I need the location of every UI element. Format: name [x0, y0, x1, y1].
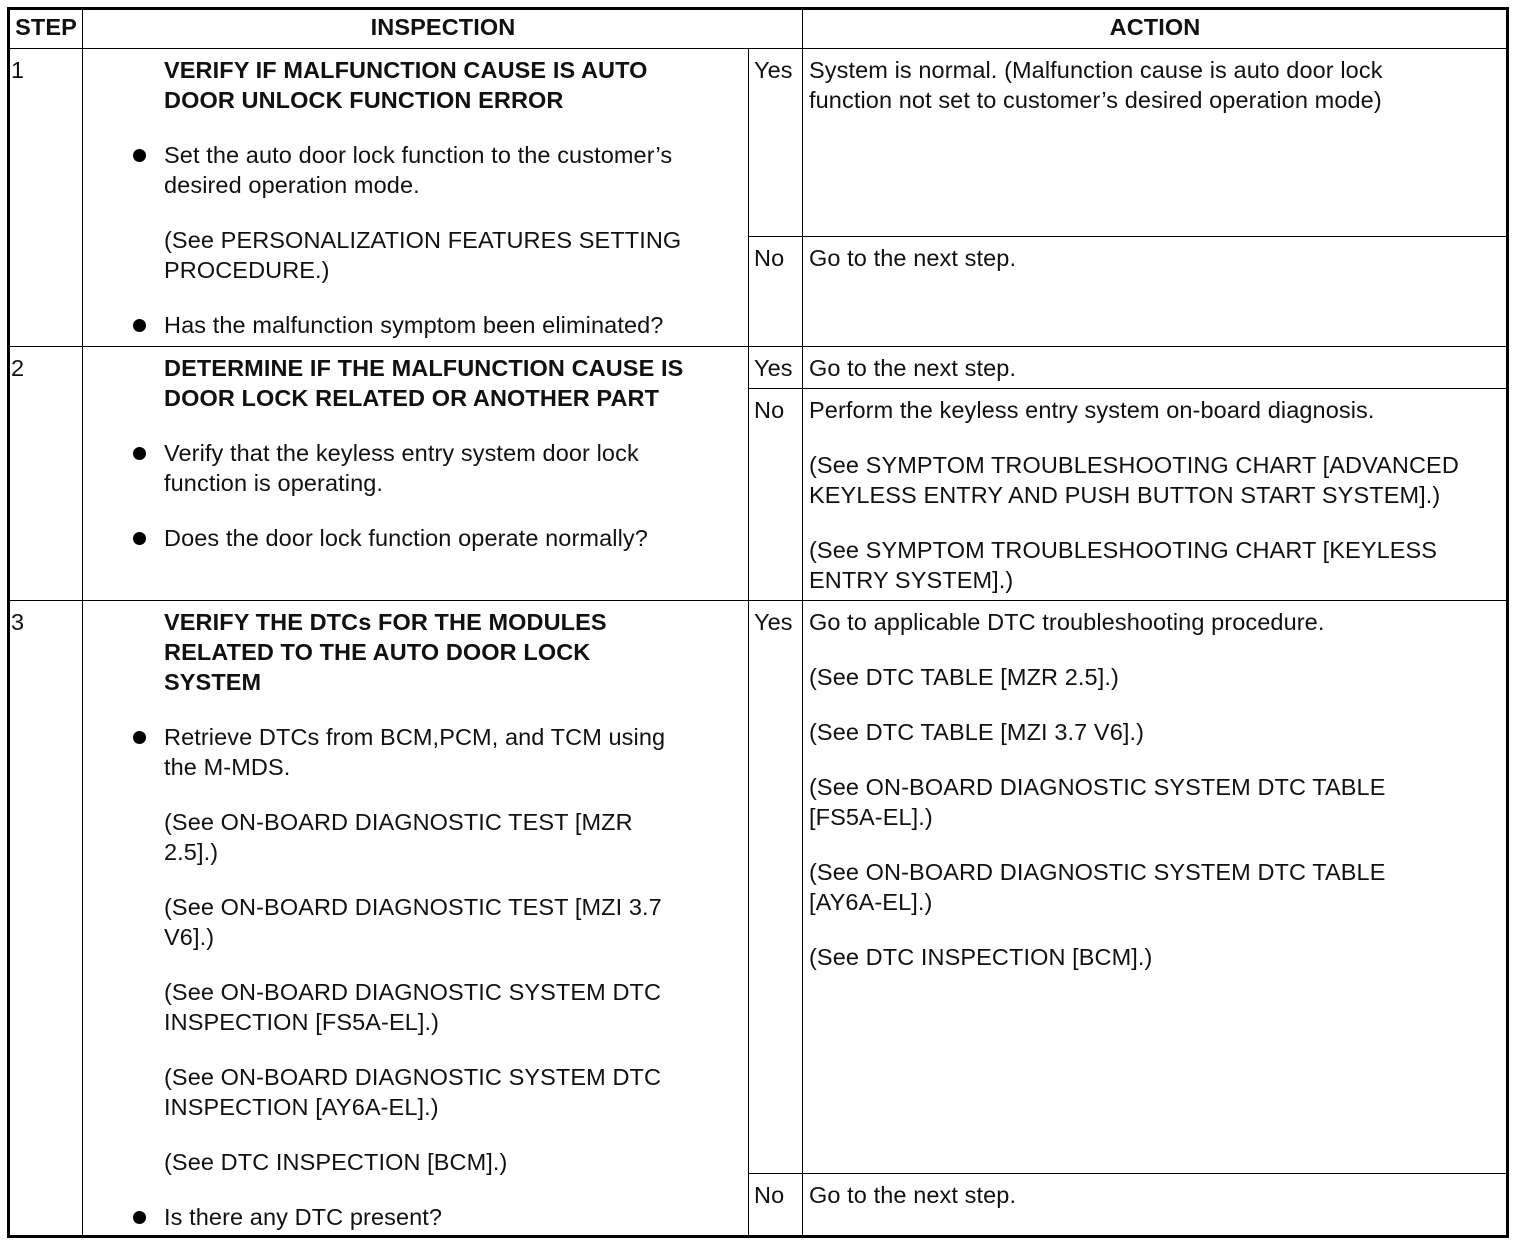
inspection-text: PROCEDURE.)	[164, 257, 330, 283]
inspection-text: Has the malfunction symptom been eliminated?	[164, 312, 664, 338]
action-text: function not set to customer’s desired operation mode)	[809, 87, 1382, 113]
bullet-icon	[133, 1211, 146, 1224]
bullet-icon	[133, 149, 146, 162]
answer-divider	[748, 236, 1506, 237]
row-divider	[7, 346, 1506, 347]
action-text: (See DTC TABLE [MZR 2.5].)	[809, 664, 1119, 690]
inspection-title: VERIFY IF MALFUNCTION CAUSE IS AUTO	[164, 57, 648, 83]
answer-divider	[748, 1173, 1506, 1174]
inspection-text: INSPECTION [AY6A-EL].)	[164, 1094, 439, 1120]
action-text: (See SYMPTOM TROUBLESHOOTING CHART [KEYLESS	[809, 537, 1438, 563]
answer-divider	[748, 388, 1506, 389]
table-border-bottom	[7, 1235, 1509, 1238]
step-number: 3	[11, 609, 25, 635]
action-text: KEYLESS ENTRY AND PUSH BUTTON START SYSTEM].)	[809, 482, 1441, 508]
header-inspection: INSPECTION	[370, 14, 516, 40]
bullet-icon	[133, 532, 146, 545]
inspection-text: the M-MDS.	[164, 754, 291, 780]
inspection-text: Retrieve DTCs from BCM,PCM, and TCM using	[164, 724, 666, 750]
step-number: 2	[11, 355, 25, 381]
inspection-text: Verify that the keyless entry system door lock	[164, 440, 639, 466]
inspection-text: V6].)	[164, 924, 215, 950]
inspection-text: (See ON-BOARD DIAGNOSTIC TEST [MZR	[164, 809, 633, 835]
column-divider-answer	[748, 48, 749, 1237]
row-divider	[7, 600, 1506, 601]
bullet-icon	[133, 447, 146, 460]
table-border-right	[1506, 7, 1509, 1237]
inspection-text: (See ON-BOARD DIAGNOSTIC SYSTEM DTC	[164, 1064, 662, 1090]
action-text: System is normal. (Malfunction cause is auto door lock	[809, 57, 1383, 83]
inspection-text: Does the door lock function operate normally?	[164, 525, 648, 551]
answer-label: No	[754, 1182, 785, 1208]
answer-label: Yes	[754, 57, 793, 83]
inspection-text: Is there any DTC present?	[164, 1204, 443, 1230]
step-number: 1	[11, 57, 25, 83]
inspection-title: SYSTEM	[164, 669, 262, 695]
table-border-left	[7, 7, 10, 1237]
action-text: Perform the keyless entry system on-board diagnosis.	[809, 397, 1375, 423]
inspection-title: RELATED TO THE AUTO DOOR LOCK	[164, 639, 591, 665]
header-step: STEP	[15, 14, 77, 40]
header-divider	[7, 48, 1506, 49]
column-divider-action	[802, 7, 803, 1237]
action-text: [AY6A-EL].)	[809, 889, 933, 915]
table-border-top	[7, 7, 1509, 10]
header-action: ACTION	[1109, 14, 1201, 40]
action-text: ENTRY SYSTEM].)	[809, 567, 1014, 593]
action-text: (See ON-BOARD DIAGNOSTIC SYSTEM DTC TABLE	[809, 774, 1386, 800]
answer-label: No	[754, 245, 785, 271]
action-text: Go to the next step.	[809, 245, 1017, 271]
action-text: (See ON-BOARD DIAGNOSTIC SYSTEM DTC TABLE	[809, 859, 1386, 885]
inspection-text: 2.5].)	[164, 839, 219, 865]
inspection-title: DOOR LOCK RELATED OR ANOTHER PART	[164, 385, 660, 411]
inspection-title: DOOR UNLOCK FUNCTION ERROR	[164, 87, 564, 113]
bullet-icon	[133, 319, 146, 332]
inspection-title: VERIFY THE DTCs FOR THE MODULES	[164, 609, 607, 635]
inspection-text: (See ON-BOARD DIAGNOSTIC TEST [MZI 3.7	[164, 894, 662, 920]
answer-label: Yes	[754, 355, 793, 381]
inspection-text: desired operation mode.	[164, 172, 420, 198]
answer-label: No	[754, 397, 785, 423]
action-text: (See SYMPTOM TROUBLESHOOTING CHART [ADVANCED	[809, 452, 1459, 478]
inspection-text: function is operating.	[164, 470, 384, 496]
action-text: Go to the next step.	[809, 1182, 1017, 1208]
inspection-text: Set the auto door lock function to the customer’s	[164, 142, 673, 168]
action-text: (See DTC INSPECTION [BCM].)	[809, 944, 1153, 970]
column-divider-step	[82, 7, 83, 1237]
inspection-text: (See DTC INSPECTION [BCM].)	[164, 1149, 508, 1175]
inspection-text: INSPECTION [FS5A-EL].)	[164, 1009, 440, 1035]
answer-label: Yes	[754, 609, 793, 635]
action-text: Go to the next step.	[809, 355, 1017, 381]
inspection-text: (See PERSONALIZATION FEATURES SETTING	[164, 227, 682, 253]
bullet-icon	[133, 731, 146, 744]
inspection-title: DETERMINE IF THE MALFUNCTION CAUSE IS	[164, 355, 684, 381]
action-text: Go to applicable DTC troubleshooting procedure.	[809, 609, 1325, 635]
inspection-text: (See ON-BOARD DIAGNOSTIC SYSTEM DTC	[164, 979, 662, 1005]
action-text: [FS5A-EL].)	[809, 804, 933, 830]
action-text: (See DTC TABLE [MZI 3.7 V6].)	[809, 719, 1145, 745]
